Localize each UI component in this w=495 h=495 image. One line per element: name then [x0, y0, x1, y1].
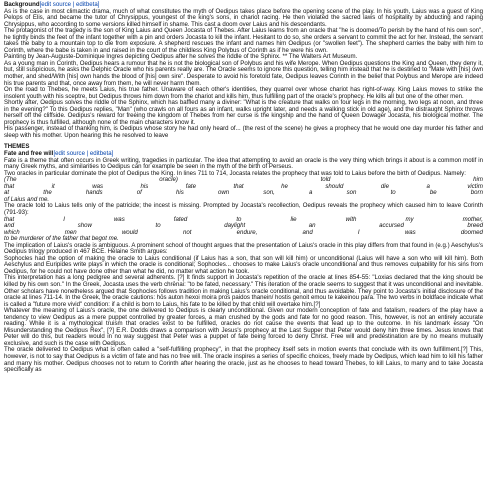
block-quote: Sophocles had the option of making the oracle to Laius conditional (if Laius has a son, that son will kill him) or unconditional (Laius will have a son who will kill him). Both Aeschylus and Euripides write plays in which the oracle is conditional; Sophocles... chooses to make Laius's oracle unconditional and thus removes culpability for his sins from Oedipus, for he could not have done other than what he did, no matter what action he took. [4, 254, 483, 275]
quote-word: accursed [379, 222, 404, 230]
paragraph: The implication of Laius's oracle is ambiguous. A prominent school of thought argues that the presentation of Laius's oracle in this play differs from that found in (e.g.) Aeschylus's Oedipus trilogy produced in 467 BCE. Helaine Smith argues: [4, 241, 483, 256]
subsection-heading-fate: Fate and free will[edit source | editbeta] [4, 150, 114, 158]
quote-word: a [426, 182, 430, 190]
quote-word: the [43, 189, 52, 197]
edit-source-link[interactable]: [edit source | editbeta] [53, 150, 114, 158]
quote-word: endure, [236, 228, 258, 236]
paragraph: His passenger, instead of thanking him, is Oedipus whose story he had only heard of... (the rest of the scene) he gives a prophecy that he would one day murder his father and sleep with his mother. Upon hearing this he resolved to leave [4, 125, 483, 139]
quote-word: not [182, 228, 192, 236]
paragraph: The oracle told to Laius tells only of the patricide; the incest is missing. Prompted by Jocasta's recollection, Oedipus reveals the prophecy which caused him to leave Corinth (791-93): [4, 202, 483, 216]
quote-word: son, [263, 189, 275, 197]
quote-word: born [470, 189, 483, 197]
quote-word: to [236, 215, 242, 223]
quote-word: fated [173, 215, 188, 223]
paragraph: As a young man in Corinth, Oedipus hears a rumour that he is not the biological son of Polybus and his wife Merope. When Oedipus questions the King and Queen, they deny it, but, still suspicious, he asks the Delphic Oracle who his parents really are. The Oracle seems to ignore this question, telling him instead that he is destined to "Mate with [his] own mother, and shed/With [his] own hands the blood of [his] own sire". Desperate to avoid his foretold fate, Oedipus leaves Corinth in the belief that Polybus and Merope are indeed his true parents and that, once away from them, he will never harm them. [4, 59, 483, 87]
quote-word: I [357, 228, 360, 236]
quote-word: die [380, 182, 389, 190]
quote-word: mother, [462, 215, 483, 223]
image-caption: Painting by Jean-Auguste-Dominique Ingres depicting Oedipus after he solves the riddle of the Sphinx. ** The Walters Art Museum. [4, 53, 358, 61]
paragraph: As is the case in most climactic drama, much of what constitutes the myth of Oedipus takes place before the opening scene of the play. In his youth, Laius was a guest of King Pelops of Elis, and became the tutor of Chrysippus, youngest of the king's sons, in chariot racing. He then violated the sacred laws of hospitality by abducting and raping Chrysippus, who according to some versions killed himself in shame. This cast a doom over Laius and his descendants. [4, 7, 483, 28]
quote-word: and [302, 228, 313, 236]
edit-source-link[interactable]: [edit source | editbeta] [39, 1, 100, 8]
quote-oracle-laius [4, 177, 483, 203]
quote-word: be [429, 189, 437, 197]
quote-word: I [63, 215, 65, 223]
quote-word: that [233, 182, 244, 190]
quote-word: a [309, 189, 313, 197]
paragraph: This interpretation has a long pedigree and several adherents. [?] It finds support in Jocasta's repetition of the oracle at lines 854-55: "Loxias declared that the king should be killed by his own son." In the Greek, Jocasta uses the verb chrēnai: "to be fated, necessary." This iteration of the oracle seems to suggest that it was unconditional and inevitable. Other scholars have nonetheless argued that Sophocles follows tradition in making Laius's oracle conditional, and thus avoidable. They point to Jocasta's initial disclosure of the oracle at lines 711-14. In the Greek, the oracle cautions: hōs auton hexoi moira pros paidos thanein/ hostis genoit emou te kakeinou para. The two verbs in boldface indicate what is called a "future more vivid" condition: if a child is born to Laius, his fate to be killed by that child will overtake him.[?] [4, 274, 483, 308]
quote-word: which [4, 228, 20, 236]
paragraph: Whatever the meaning of Laius's oracle, the one delivered to Oedipus is clearly unconditional. Given our modern conception of fate and fatalism, readers of the play have a tendency to view Oedipus as a mere puppet controlled by greater forces, a man crushed by the gods and fate for no good reason. This, however, is not an entirely accurate reading. While it is a mythological truism that oracles exist to be fulfilled, oracles do not cause the events that lead up to the outcome. In his landmark essay "On Misunderstanding the Oedipus Rex", [?] E.R. Dodds draws a comparison with Jesus's prophecy at the Last Supper that Peter would deny him three times. Jesus knows that Peter will do this, but readers would in no way suggest that Peter was a puppet of fate being forced to deny Christ. Free will and predestination are by no means mutually exclusive, and such is the case with Oedipus. [4, 307, 483, 347]
paragraph: The oracle delivered to Oedipus what is often called a "self-fulfilling prophecy", in that the prophecy itself sets in motion events that conclude with its own fulfillment.[?] This, however, is not to say that Oedipus is a victim of fate and has no free will. The oracle inspires a series of specific choices, freely made by Oedipus, which lead him to kill his father and marry his mother. Oedipus chooses not to return to Corinth after hearing the oracle, just as he chooses to head toward Thebes, to kill Laius, to marry and to take Jocasta specifically as [4, 346, 483, 374]
quote-word: and [4, 222, 15, 230]
paragraph: Fate is a theme that often occurs in Greek writing, tragedies in particular. The idea that attempting to avoid an oracle is the very thing which brings it about is a common motif in many Greek myths, and similarities to Oedipus can for example be seen in the myth of the birth of Perseus. [4, 156, 483, 171]
quote-word: was [113, 215, 125, 223]
quote-word: my [405, 215, 414, 223]
quote-word: lie [290, 215, 297, 223]
section-heading-themes: THEMES [4, 143, 30, 151]
quote-word: should [325, 182, 344, 190]
quote-word: son [346, 189, 357, 197]
quote-word: was [92, 182, 104, 190]
quote-word: doomed [460, 228, 483, 236]
paragraph: The protagonist of the tragedy is the son of King Laius and Queen Jocasta of Thebes. After Laius learns from an oracle that "he is doomed/To perish by the hand of his own son", he tightly binds the feet of the infant together with a pin and orders Jocasta to kill the infant. Hesitant to do so, she orders a servant to commit the act for her. Instead, the servant takes the baby to a mountain top to die from exposure. A shepherd rescues the infant and names him Oedipus (or "swollen feet"). The shepherd carries the baby with him to Corinth, where the babe is taken in and raised in the court of the childless King Polybus of Corinth as if he were his own. [4, 27, 483, 54]
quote-word: (The [4, 176, 17, 184]
quote-word: daylight [224, 222, 246, 230]
quote-word: that [4, 215, 15, 223]
quote-word: fate [185, 182, 196, 190]
quote-word: to [390, 189, 396, 197]
quote-word: an [308, 222, 316, 230]
quote-word: of Laius and me. [4, 195, 50, 203]
quote-word: him [473, 176, 483, 184]
quote-word: own [217, 189, 230, 197]
quote-word: of [136, 189, 142, 197]
quote-word: his [140, 182, 149, 190]
quote-word: hands [85, 189, 103, 197]
quote-word: show [77, 222, 92, 230]
quote-word: men [64, 228, 77, 236]
quote-word: victim [467, 182, 483, 190]
quote-word: that [4, 182, 15, 190]
quote-word: with [345, 215, 357, 223]
quote-word: it [51, 182, 55, 190]
quote-word: his [175, 189, 184, 197]
paragraph: Two oracles in particular dominate the plot of Oedipus the King. In lines 711 to 714, Jocasta relates the prophecy that was told to Laius before the birth of Oedipus. Namely: [4, 169, 466, 177]
quote-word: to [155, 222, 161, 230]
quote-word: at [4, 189, 10, 197]
quote-word: he [281, 182, 288, 190]
quote-word: would [121, 228, 138, 236]
quote-word: told [320, 176, 331, 184]
section-heading-background: Background[edit source | editbeta] [4, 1, 100, 8]
paragraph: On the road to Thebes, he meets Laius, his true father. Unaware of each other's identities, they quarrel over whose chariot has right-of-way. King Laius moves to strike the insolent youth with his sceptre, but Oedipus throws him down from the chariot and kills him, thus fulfilling part of the oracle's prophecy. He kills all but one of the other men. [4, 86, 483, 100]
quote-word: oracle) [159, 176, 178, 184]
paragraph: Shortly after, Oedipus solves the riddle of the Sphinx, which has baffled many a diviner: "What is the creature that walks on four legs in the morning, two legs at noon, and three in the evening?" To this Oedipus replies, "Man" (who crawls on all fours as an infant, walks upright later, and needs a walking stick in old age), and the distraught Sphinx throws herself off the cliffside. Oedipus's reward for freeing the kingdom of Thebes from her curse is the kingship and the hand of Queen Dowager Jocasta, his biological mother. The prophecy is thus fulfilled, although none of the main characters know it. [4, 99, 483, 126]
quote-word: to be murderer of the father that begot me. [4, 235, 119, 243]
quote-word: was [404, 228, 416, 236]
quote-oracle-oedipus [4, 217, 483, 243]
quote-word: breed [467, 222, 483, 230]
